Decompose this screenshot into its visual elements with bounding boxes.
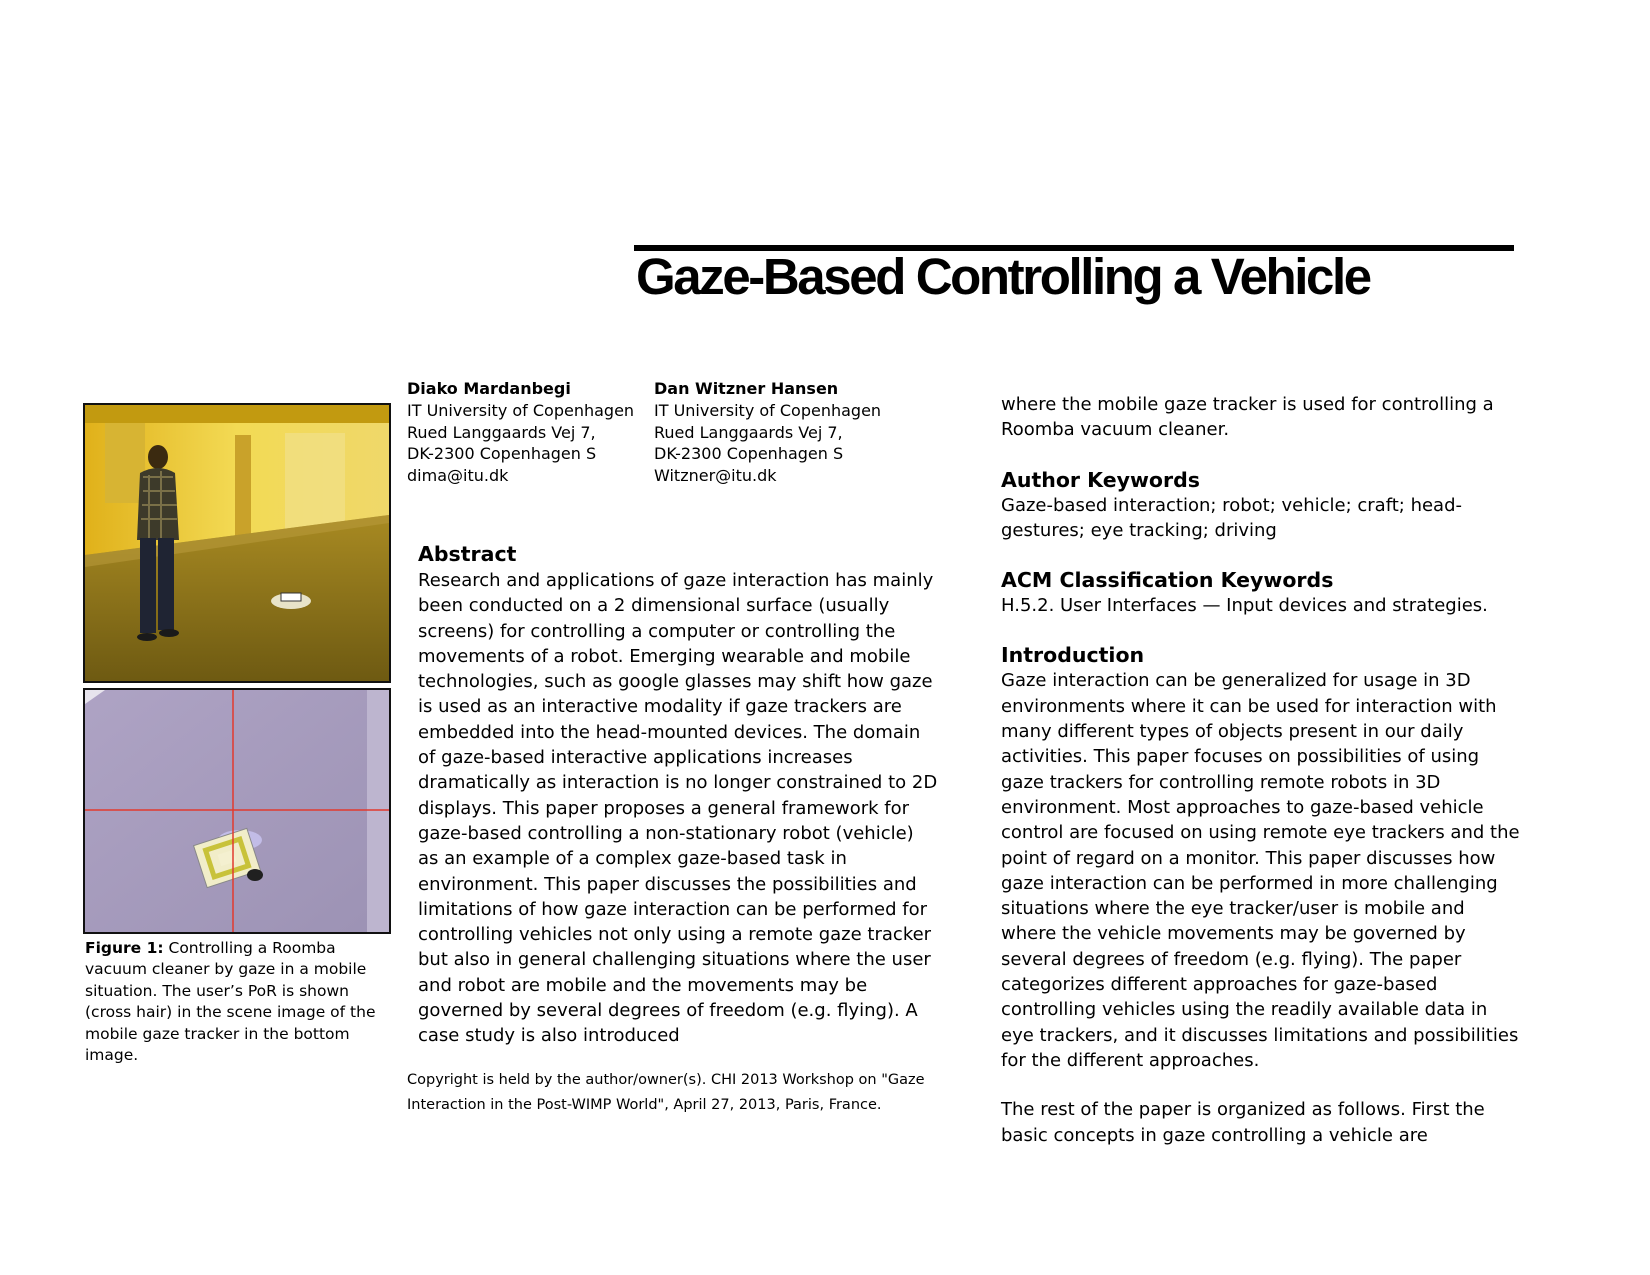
abstract-text: Research and applications of gaze interaction has mainly been conducted on a 2 dimensional surface (usually screens) for controlling a computer or controlling the movements of a robot. Emerging wearable and mobile technologies, such as google glasses may shift how gaze is used as an interactive modality if gaze trackers are embedded into the head-mounted devices. The domain of gaze-based interactive applications increases dramatically as interaction is no longer constrained to 2D displays. This paper proposes a general framework for gaze-based controlling a non-stationary robot (vehicle) as an example of a complex gaze-based task in environment. This paper discusses the possibilities and limitations of how gaze interaction can be performed for controlling vehicles not only using a remote gaze tracker but also in general challenging situations where the user and robot are mobile and the movements may be governed by several degrees of freedom (e.g. flying). A case study is also introduced — [418, 570, 938, 1047]
introduction-heading: Introduction — [1001, 643, 1145, 668]
acm-keywords-heading: ACM Classification Keywords — [1001, 568, 1334, 593]
author-email: Witzner@itu.dk — [654, 466, 777, 486]
abstract-continuation: where the mobile gaze tracker is used for controlling a Roomba vacuum cleaner. — [1001, 394, 1494, 441]
figure-photo-scene-camera — [83, 688, 391, 934]
introduction-paragraph-2: The rest of the paper is organized as follows. First the basic concepts in gaze controlling a vehicle are — [1001, 1099, 1485, 1146]
acm-keywords-text: H.5.2. User Interfaces — Input devices and strategies. — [1001, 595, 1488, 617]
author-block-2 — [654, 378, 881, 487]
figure-caption — [85, 938, 395, 1066]
author-address-line: Rued Langgaards Vej 7, — [407, 422, 596, 442]
right-column — [1001, 392, 1521, 1148]
author-name: Diako Mardanbegi — [407, 379, 571, 398]
paper-title: Gaze-Based Controlling a Vehicle — [636, 248, 1370, 305]
abstract-section — [418, 541, 938, 1049]
author-block-1 — [407, 378, 634, 487]
author-address-line: DK-2300 Copenhagen S — [654, 444, 844, 464]
author-address-line: DK-2300 Copenhagen S — [407, 444, 597, 464]
figure-caption-text: Controlling a Roomba vacuum cleaner by gaze in a mobile situation. The user’s PoR is shown (cross hair) in the scene image of the mobile gaze tracker in the bottom image. — [85, 939, 376, 1065]
abstract-heading: Abstract — [418, 542, 517, 566]
author-address-line: Rued Langgaards Vej 7, — [654, 422, 843, 442]
author-keywords-heading: Author Keywords — [1001, 467, 1200, 492]
author-affiliation: IT University of Copenhagen — [654, 400, 882, 420]
figure-photo-scene — [83, 403, 391, 683]
author-affiliation: IT University of Copenhagen — [407, 400, 635, 420]
author-email: dima@itu.dk — [407, 466, 509, 486]
author-name: Dan Witzner Hansen — [654, 379, 839, 398]
author-keywords-text: Gaze-based interaction; robot; vehicle; craft; head-gestures; eye tracking; driving — [1001, 494, 1463, 541]
copyright-notice: Copyright is held by the author/owner(s). CHI 2013 Workshop on "Gaze Interaction in the Post-WIMP World", April 27, 2013, Paris, France. — [407, 1072, 925, 1113]
introduction-paragraph-1: Gaze interaction can be generalized for usage in 3D environments where it can be used for interaction with many different types of objects present in our daily activities. This paper focuses on possibilities of using gaze trackers for controlling remote robots in 3D environment. Most approaches to gaze-based vehicle control are focused on using remote eye trackers and the point of regard on a monitor. This paper discusses how gaze interaction can be performed in more challenging situations where the eye tracker/user is mobile and where the vehicle movements may be governed by several degrees of freedom (e.g. flying). The paper categorizes different approaches for gaze-based controlling vehicles using the readily available data in eye trackers, and it discusses limitations and possibilities for the different approaches. — [1001, 670, 1520, 1071]
figure-label: Figure 1: — [85, 939, 164, 957]
